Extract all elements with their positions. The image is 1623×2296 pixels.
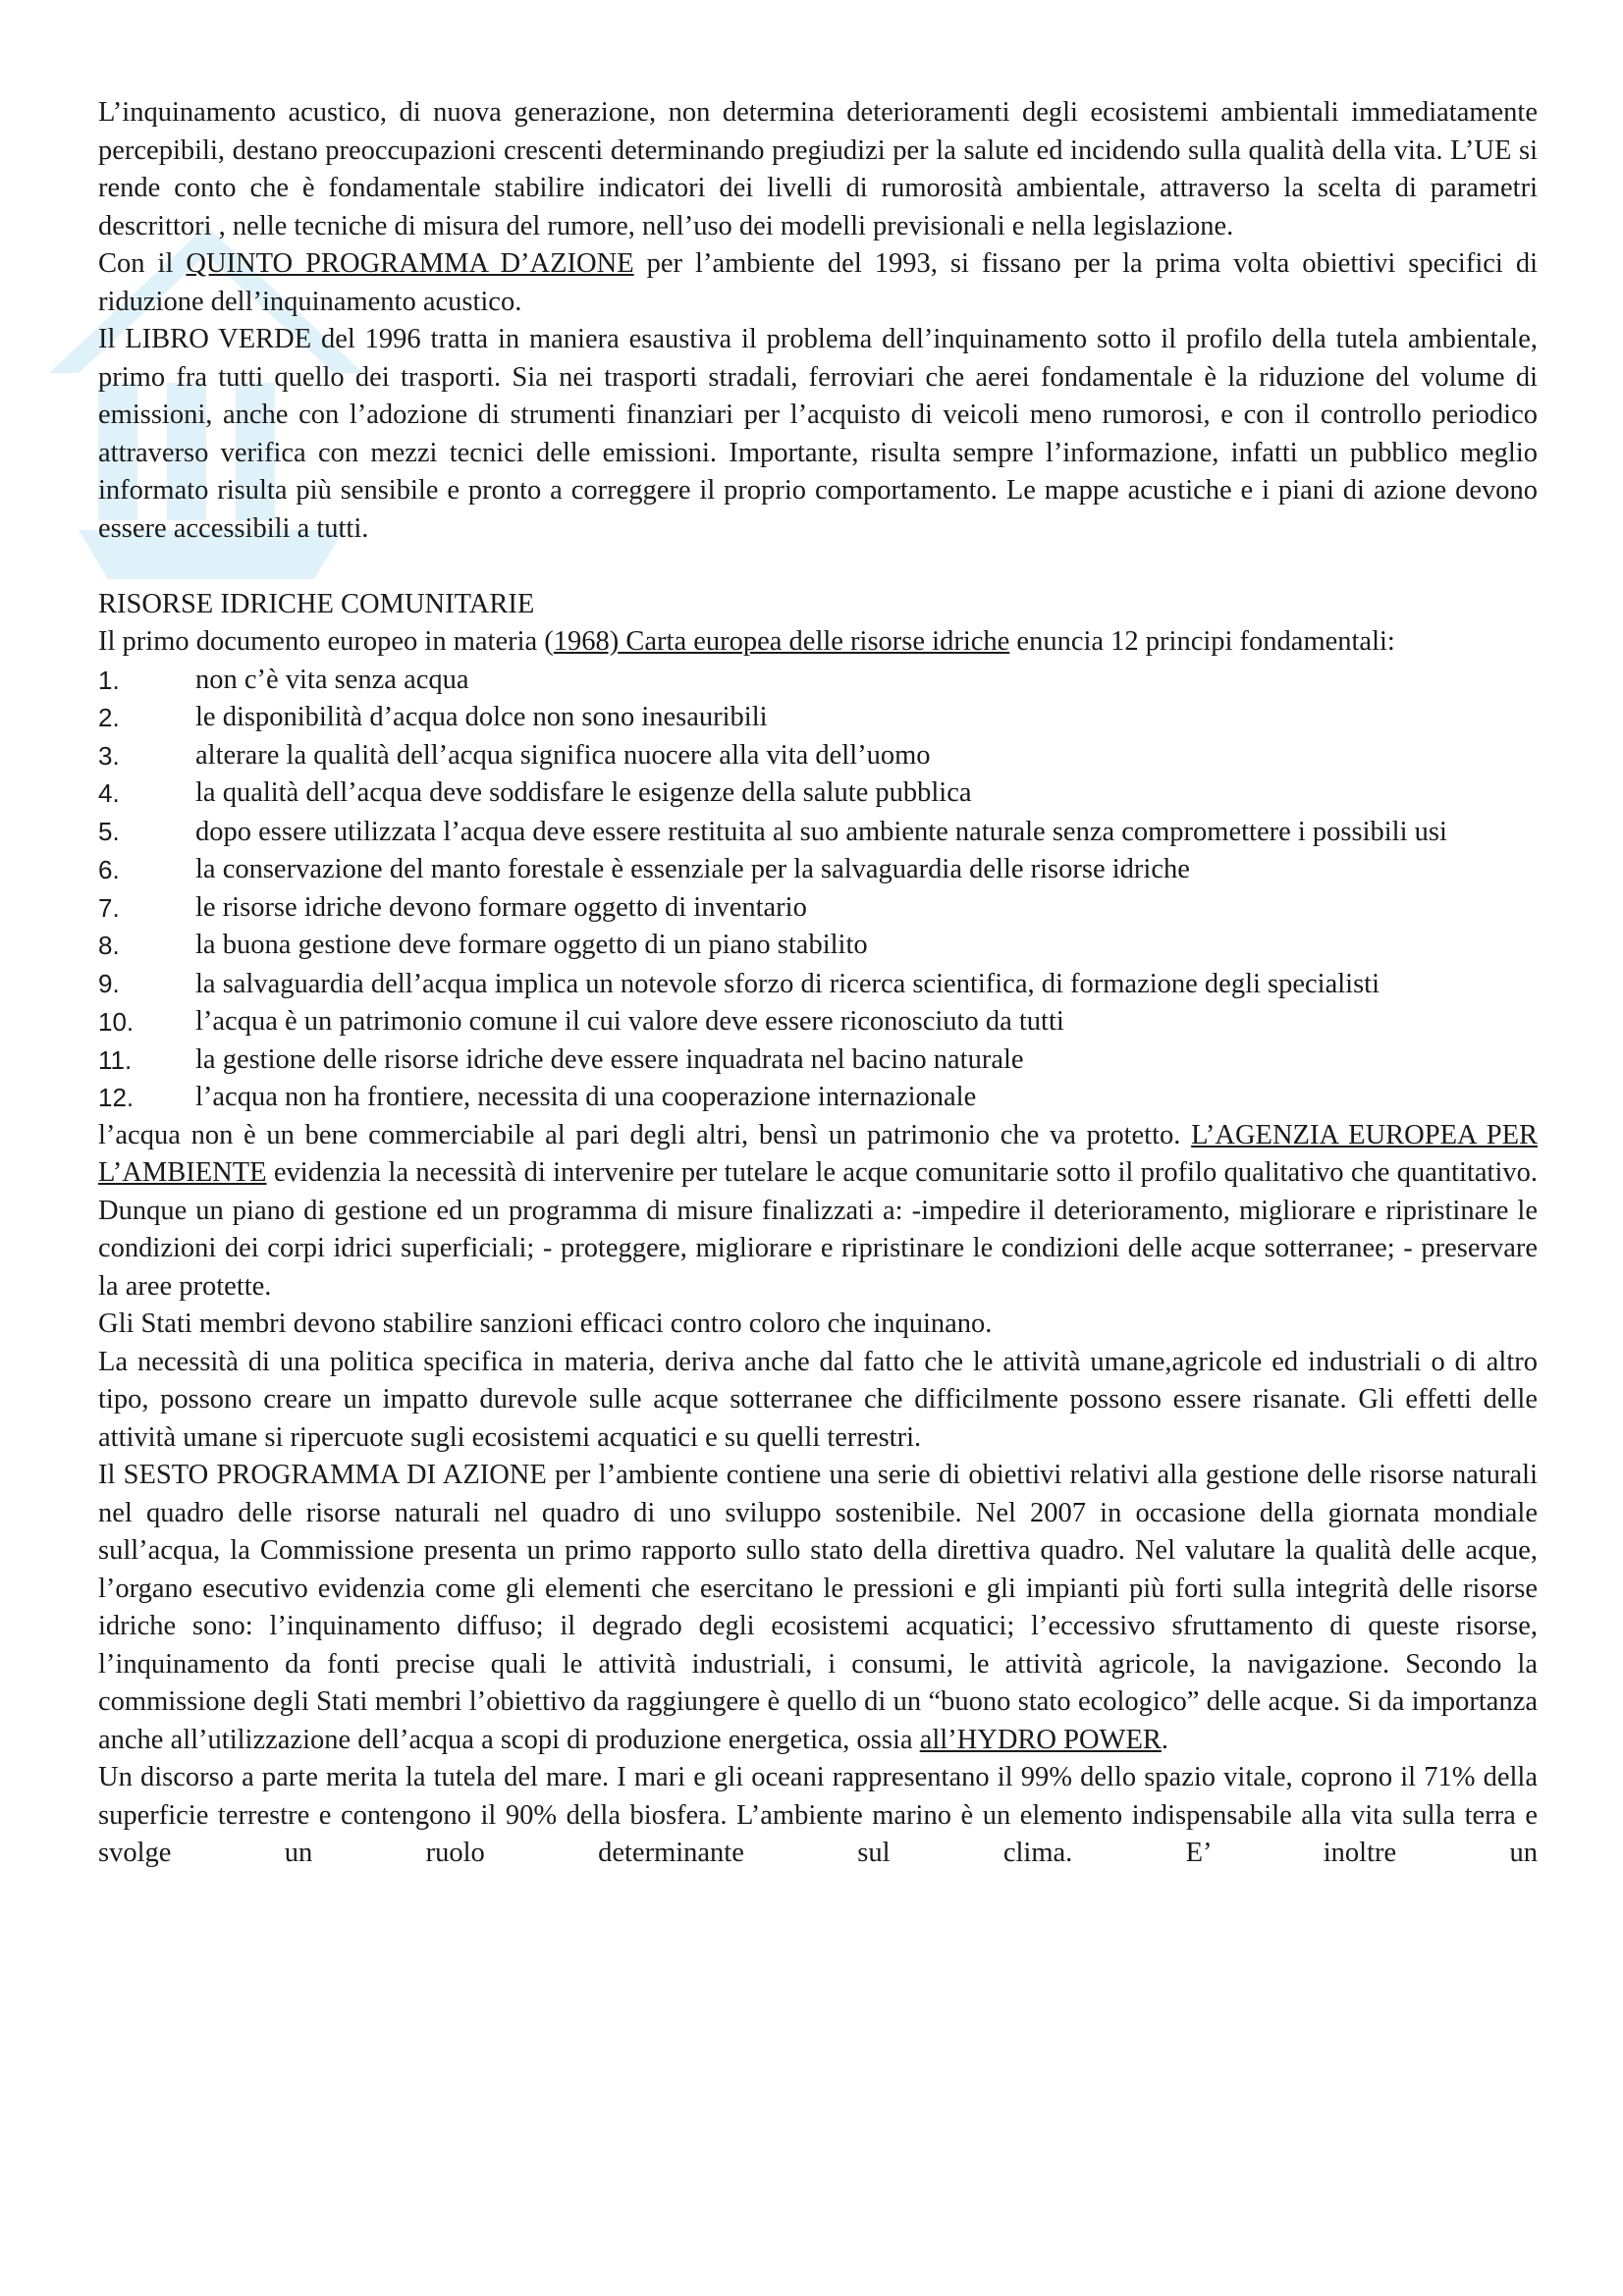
environment-agency-link: L’AGENZIA EUROPEA PER L’AMBIENTE <box>98 1119 1538 1188</box>
list-item: 1. non c’è vita senza acqua <box>98 664 469 695</box>
paragraph-sixth-programme: Il SESTO PROGRAMMA DI AZIONE per l’ambiente contiene una serie di obiettivi relativi alla gestione delle risorse naturali nel quadro delle risorse naturali nel quadro di uno sviluppo sostenibile. Nel 2007 in occasione della giornata mondiale sull’acqua, la Commissione presenta un primo rapporto sullo stato della direttiva quadro. Nel valutare la qualità delle acque, l’organo esecutivo evidenzia come gli elementi che esercitano le pressioni e gli impianti più forti sulla integrità delle risorse idriche sono: l’inquinamento diffuso; il degrado degli ecosistemi acquatici; l’eccessivo sfruttamento di queste risorse, l’inquinamento da fonti precise quali le attività industriali, i consumi, le attività agricole, la navigazione. Secondo la commissione degli Stati membri l’obiettivo da raggiungere è quello di un “buono stato ecologico” delle acque. Si da importanza anche all’utilizzazione dell’acqua a scopi di produzione energetica, ossia all’HYDRO POWER. <box>98 1460 1538 1755</box>
list-item: 5. dopo essere utilizzata l’acqua deve essere restituita al suo ambiente naturale senza compromettere i possibili usi <box>98 816 1447 847</box>
list-item: 9. la salvaguardia dell’acqua implica un notevole sforzo di ricerca scientifica, di formazione degli specialisti <box>98 968 1380 999</box>
fifth-programme-link: QUINTO PROGRAMMA D’AZIONE <box>186 248 634 279</box>
list-item: 10. l’acqua è un patrimonio comune il cui valore deve essere riconosciuto da tutti <box>98 1006 1064 1037</box>
list-item: 6. la conservazione del manto forestale è essenziale per la salvaguardia delle risorse idriche <box>98 854 1190 884</box>
paragraph-green-book: Il LIBRO VERDE del 1996 tratta in maniera esaustiva il problema dell’inquinamento sotto il profilo della tutela ambientale, primo fra tutti quello dei trasporti. Sia nei trasporti stradali, ferroviari che aerei fondamentale è la riduzione del volume di emissioni, anche con l’adozione di strumenti finanziari per l’acquisto di veicoli meno rumorosi, e con il controllo periodico attraverso verifica con mezzi tecnici delle emissioni. Importante, risulta sempre l’informazione, infatti un pubblico meglio informato risulta più sensibile e pronto a correggere il proprio comportamento. Le mappe acustiche e i piani di azione devono essere accessibili a tutti. <box>98 324 1538 544</box>
paragraph-noise-pollution: L’inquinamento acustico, di nuova generazione, non determina deterioramenti degli ecosistemi ambientali immediatamente percepibili, destano preoccupazioni crescenti determinando pregiudizi per la salute ed incidendo sulla qualità della vita. L’UE si rende conto che è fondamentale stabilire indicatori dei livelli di rumorosità ambientale, attraverso la scelta di parametri descrittori , nelle tecniche di misura del rumore, nell’uso dei modelli previsionali e nella legislazione. <box>98 97 1538 241</box>
list-item: 3. alterare la qualità dell’acqua significa nuocere alla vita dell’uomo <box>98 739 931 771</box>
list-item: 11. la gestione delle risorse idriche deve essere inquadrata nel bacino naturale <box>98 1043 1024 1075</box>
paragraph-environment-agency: l’acqua non è un bene commerciabile al pari degli altri, bensì un patrimonio che va protetto. L’AGENZIA EUROPEA PER L’AMBIENTE evidenzia la necessità di intervenire per tutelare le acque comunitarie sotto il profilo qualitativo che quantitativo. Dunque un piano di gestione ed un programma di misure finalizzati a: -impedire il deterioramento, migliorare e ripristinare le condizioni dei corpi idrici superficiali; - proteggere, migliorare e ripristinare le condizioni delle acque sotterranee; - preservare la aree protette. <box>98 1119 1538 1302</box>
list-item: 12. l’acqua non ha frontiere, necessita di una cooperazione internazionale <box>98 1082 977 1112</box>
principles-list <box>98 662 1538 1117</box>
paragraph-water-charter: Il primo documento europeo in materia (1968) Carta europea delle risorse idriche enuncia 12 principi fondamentali: <box>98 626 1395 657</box>
list-item: 4. la qualità dell’acqua deve soddisfare le esigenze della salute pubblica <box>98 777 972 808</box>
list-item: 2. le disponibilità d’acqua dolce non sono inesauribili <box>98 702 768 732</box>
list-item: 7. le risorse idriche devono formare oggetto di inventario <box>98 891 807 923</box>
paragraph-fifth-programme: Con il QUINTO PROGRAMMA D’AZIONE per l’ambiente del 1993, si fissano per la prima volta obiettivi specifici di riduzione dell’inquinamento acustico. <box>98 248 1538 317</box>
blank-line <box>98 548 1538 586</box>
section-heading-water-resources: RISORSE IDRICHE COMUNITARIE <box>98 588 535 619</box>
paragraph-policy-necessity: La necessità di una politica specifica in materia, deriva anche dal fatto che le attività umane,agricole ed industriali o di altro tipo, possono creare un impatto durevole sulle acque sotterranee che difficilmente possono essere risanate. Gli effetti delle attività umane si ripercuote sugli ecosistemi acquatici e su quelli terrestri. <box>98 1346 1538 1453</box>
document-page <box>98 94 1538 1873</box>
paragraph-sanctions: Gli Stati membri devono stabilire sanzioni efficaci contro coloro che inquinano. <box>98 1308 993 1339</box>
water-charter-link: 1968) Carta europea delle risorse idriche <box>553 626 1010 657</box>
list-item: 8. la buona gestione deve formare oggetto di un piano stabilito <box>98 930 868 960</box>
hydro-power-link: all’HYDRO POWER <box>919 1724 1162 1755</box>
paragraph-sea-protection: Un discorso a parte merita la tutela del mare. I mari e gli oceani rappresentano il 99% dello spazio vitale, coprono il 71% della superficie terrestre e contengono il 90% della biosfera. L’ambiente marino è un elemento indispensabile alla vita sulla terra e svolge un ruolo determinante sul clima. E’ inoltre un <box>98 1762 1538 1868</box>
